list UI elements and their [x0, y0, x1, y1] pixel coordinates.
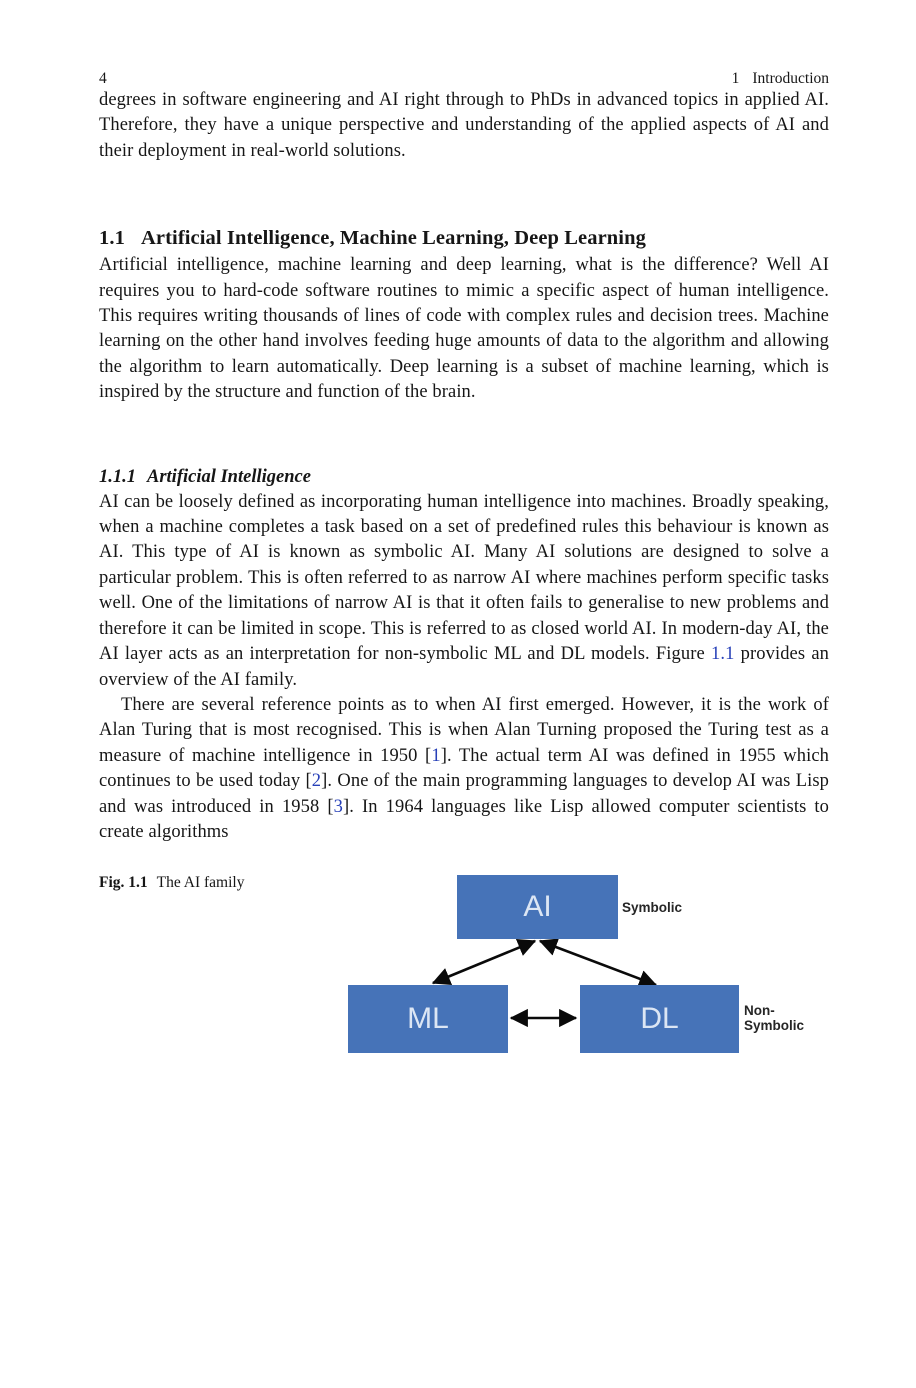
figure-caption-text: The AI family — [156, 874, 245, 892]
symbolic-label: Symbolic — [622, 900, 683, 916]
diagram-box-dl-label: DL — [640, 1002, 679, 1036]
figure-caption — [99, 874, 244, 892]
history-text-4: ]. In 1964 languages like Lisp allowed computer scientists to create algorithms — [99, 796, 829, 842]
section-heading-1-1 — [99, 224, 829, 253]
subsection-heading-1-1-1 — [99, 464, 829, 490]
paragraph-ai-history — [99, 693, 829, 845]
paragraph-definitions: Artificial intelligence, machine learning and deep learning, what is the difference? Well AI requires you to hard-code software routines to mimic a specific aspect of human intelligence. This requires writing thousands of lines of code with complex rules and decision trees. Machine learning on the other hand involves feeding huge amounts of data to the algorithm and allowing the algorithm to learn automatically. Deep learning is a subset of machine learning, which is inspired by the structure and function of the brain. — [99, 255, 829, 403]
history-text-1: There are several reference points as to when AI first emerged. However, it is the work of Alan Turing that is most recognised. This is when Alan Turning proposed the Turing test as a measure of machine intelligence in 1950 [ — [99, 694, 829, 766]
section-number: 1.1 — [99, 227, 125, 250]
non-symbolic-line2: Symbolic — [744, 1018, 805, 1034]
figure-1-1-reference-link[interactable]: 1.1 — [711, 644, 735, 665]
arrow-ml-ai — [433, 941, 535, 983]
non-symbolic-label — [744, 1003, 804, 1033]
running-title — [732, 70, 829, 88]
chapter-number: 1 — [731, 70, 740, 87]
history-text-3: ]. One of the main programming languages to develop AI was Lisp and was introduced in 1958 [ — [99, 771, 829, 817]
paragraph-ai-overview — [99, 490, 829, 693]
section-title: Artificial Intelligence, Machine Learning, Deep Learning — [141, 227, 646, 250]
citation-2-link[interactable]: 2 — [311, 771, 322, 792]
arrow-ai-dl — [540, 941, 656, 985]
page-number: 4 — [99, 70, 107, 87]
history-text-2: ]. The actual term AI was defined in 1955 which continues to be used today [ — [99, 745, 830, 792]
paragraph-ai-text: AI can be loosely defined as incorporating human intelligence into machines. Broadly speaking, when a machine completes a task based on a set of predefined rules this behaviour is known as AI. This type of AI is known as symbolic AI. Many AI solutions are designed to solve a particular problem. This is often referred to as narrow AI where machines perform specific tasks well. One of the limitations of narrow AI is that it often fails to generalise to new problems and therefore it can be limited in scope. This is referred to as closed world AI. In modern-day AI, the AI layer acts as an interpretation for non-symbolic ML and DL models. Figure — [99, 491, 829, 665]
diagram-box-ai-label: AI — [523, 890, 552, 924]
diagram-box-dl — [580, 985, 739, 1053]
figure-caption-label: Fig. 1.1 — [99, 874, 148, 892]
subsection-number: 1.1.1 — [99, 466, 136, 487]
diagram-box-ml-label: ML — [407, 1002, 449, 1036]
diagram-box-ai — [457, 875, 618, 939]
subsection-title: Artificial Intelligence — [147, 466, 311, 487]
non-symbolic-line1: Non- — [744, 1003, 775, 1019]
citation-1-link[interactable]: 1 — [431, 745, 441, 766]
figure-1-1 — [99, 867, 829, 1072]
diagram-box-ml — [348, 985, 508, 1053]
paragraph-intro: degrees in software engineering and AI right through to PhDs in advanced topics in applied AI. Therefore, they have a unique perspective and understanding of the applied aspects of AI and their deployment in real-world solutions. — [99, 90, 829, 161]
chapter-title: Introduction — [752, 70, 829, 87]
citation-3-link[interactable]: 3 — [333, 796, 343, 817]
page-header — [99, 70, 829, 88]
paragraph-ai-text-end: provides an overview of the AI family. — [99, 644, 829, 690]
